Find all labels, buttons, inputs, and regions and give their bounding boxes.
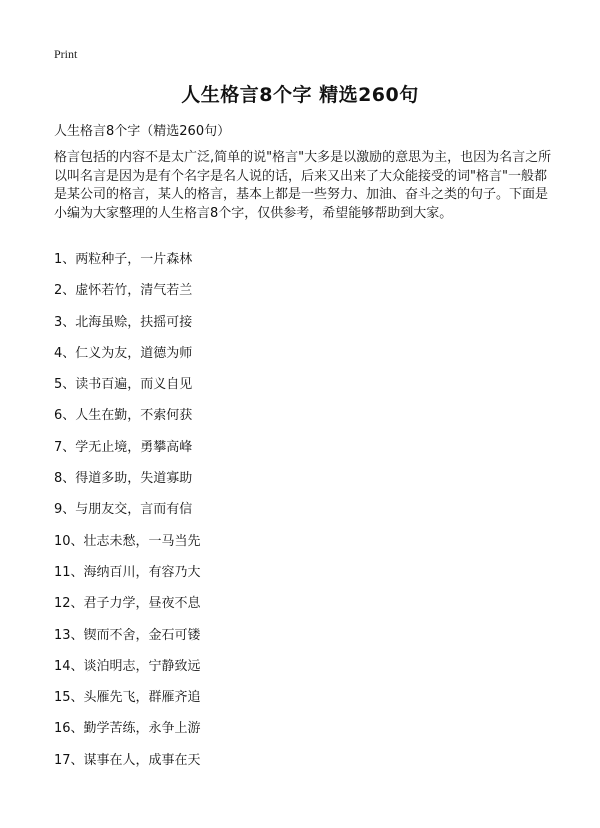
intro-paragraph: 格言包括的内容不是太广泛,简单的说"格言"大多是以激励的意思为主，也因为名言之所以叫名言是因为是有个名字是名人说的话，后来又出来了大众能接受的词"格言"一般都是某公司的格言，某人的格言，基本上都是一些努力、加油、奋斗之类的句子。下面是小编为大家整理的人生格言8个字，仅供参考，希望能够帮助到大家。: [54, 150, 552, 221]
print-link[interactable]: Print: [54, 47, 78, 61]
list-item: 3、北海虽赊，扶摇可接: [54, 314, 193, 330]
list-item: 10、壮志未愁，一马当先: [54, 533, 201, 549]
list-item: 17、谋事在人，成事在天: [54, 752, 201, 768]
list-item: 7、学无止境，勇攀高峰: [54, 439, 193, 455]
list-item: 6、人生在勤，不索何获: [54, 408, 193, 424]
list-item: 4、仁义为友，道德为师: [54, 345, 193, 361]
list-item: 9、与朋友交，言而有信: [54, 502, 193, 518]
list-item: 13、锲而不舍，金石可镂: [54, 627, 201, 643]
list-item: 5、读书百遍，而义自见: [54, 377, 193, 393]
list-item: 16、勤学苦练，永争上游: [54, 721, 201, 737]
list-item: 8、得道多助，失道寡助: [54, 471, 193, 487]
quote-list: [54, 250, 201, 782]
list-item: 2、虚怀若竹，清气若兰: [54, 283, 193, 299]
list-item: 15、头雁先飞，群雁齐追: [54, 690, 201, 706]
list-item: 11、海纳百川，有容乃大: [54, 564, 201, 580]
list-item: 14、谈泊明志，宁静致远: [54, 658, 201, 674]
subtitle: 人生格言8个字（精选260句）: [54, 124, 231, 139]
list-item: 12、君子力学，昼夜不息: [54, 596, 201, 612]
list-item: 1、两粒种子，一片森林: [54, 252, 193, 267]
page-title: 人生格言8个字 精选260句: [181, 84, 419, 106]
